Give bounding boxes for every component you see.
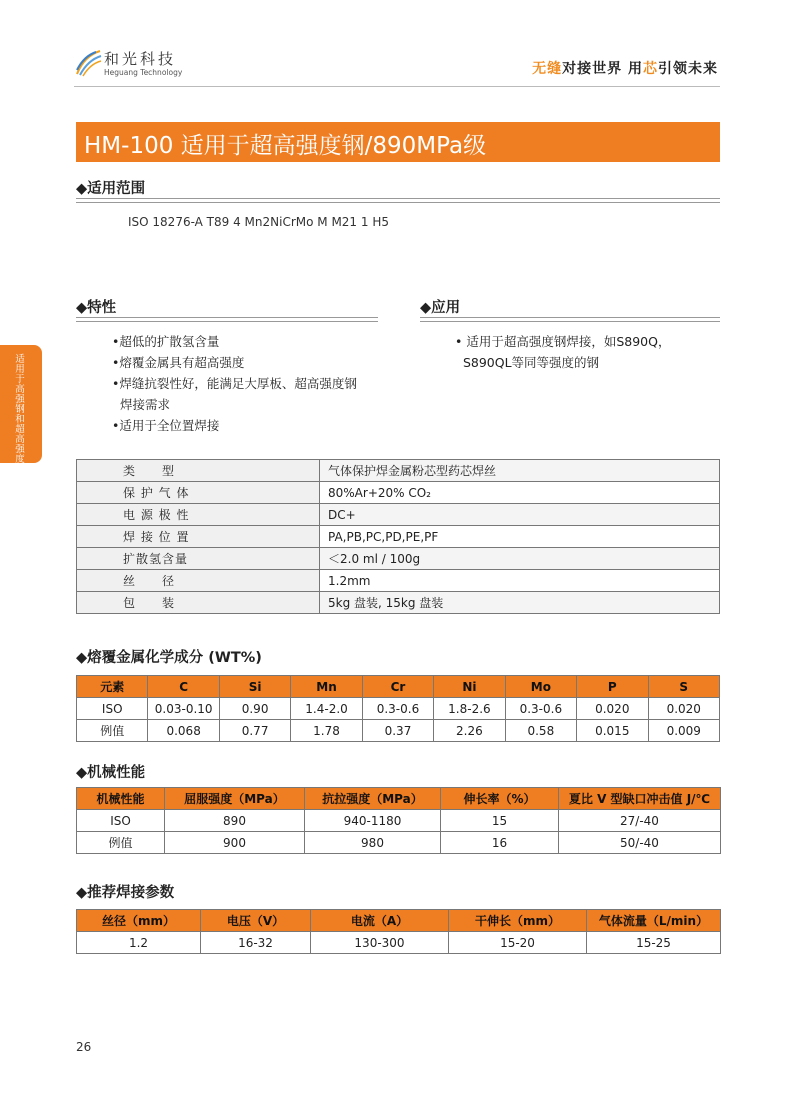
mech-header-cell: 伸长率（%）: [441, 788, 559, 810]
mech-header-cell: 抗拉强度（MPa）: [305, 788, 441, 810]
scope-rule: [76, 198, 720, 203]
mech-row: [77, 832, 721, 854]
weld-cell: 15-25: [587, 932, 721, 954]
mech-cell: 16: [441, 832, 559, 854]
page-number: 26: [76, 1040, 92, 1054]
weld-header-cell: 气体流量（L/min）: [587, 910, 721, 932]
mech-header-cell: 屈服强度（MPa）: [165, 788, 305, 810]
mech-cell: 900: [165, 832, 305, 854]
weld-cell: 15-20: [449, 932, 587, 954]
chem-cell: 0.3-0.6: [362, 698, 433, 720]
property-value: 气体保护焊金属粉芯型药芯焊丝: [320, 460, 720, 482]
weld-row: [77, 932, 721, 954]
property-value: DC+: [320, 504, 720, 526]
chem-cell: 0.015: [577, 720, 648, 742]
slogan-part: 芯: [643, 61, 658, 77]
weld-header-cell: 干伸长（mm）: [449, 910, 587, 932]
chem-row: [77, 698, 720, 720]
mech-cell: 50/-40: [559, 832, 721, 854]
property-key: 包 装: [77, 592, 320, 614]
property-key: 类 型: [77, 460, 320, 482]
weld-cell: 1.2: [77, 932, 201, 954]
logo-mark-icon: [74, 48, 102, 78]
feature-item: •焊缝抗裂性好，能满足大厚板、超高强度钢: [112, 376, 357, 391]
chem-cell: 1.8-2.6: [434, 698, 505, 720]
properties-row: [77, 526, 720, 548]
mech-heading: ◆机械性能: [76, 765, 146, 781]
properties-row: [77, 592, 720, 614]
chem-header-cell: C: [148, 676, 219, 698]
weld-heading: ◆推荐焊接参数: [76, 885, 175, 901]
page-title: HM-100 适用于超高强度钢/890MPa级: [84, 133, 487, 159]
property-value: 5kg 盘装, 15kg 盘装: [320, 592, 720, 614]
property-key: 焊 接 位 置: [77, 526, 320, 548]
weld-header-cell: 电压（V）: [201, 910, 311, 932]
application-heading: ◆应用: [420, 300, 461, 316]
properties-row: [77, 482, 720, 504]
property-value: 80%Ar+20% CO₂: [320, 482, 720, 504]
chem-header-cell: Mo: [505, 676, 576, 698]
chem-header-cell: S: [648, 676, 720, 698]
feature-item: •熔覆金属具有超高强度: [112, 355, 245, 370]
property-value: ＜2.0 ml / 100g: [320, 548, 720, 570]
chem-heading: ◆熔覆金属化学成分 (WT%): [76, 650, 262, 666]
features-heading: ◆特性: [76, 300, 117, 316]
chem-cell: 0.020: [648, 698, 720, 720]
feature-item: •超低的扩散氢含量: [112, 334, 220, 349]
chem-cell: 1.4-2.0: [291, 698, 362, 720]
feature-item: •适用于全位置焊接: [112, 418, 220, 433]
features-list: [112, 331, 357, 436]
chem-cell: 0.020: [577, 698, 648, 720]
chem-cell: 0.068: [148, 720, 219, 742]
application-list: [455, 331, 670, 373]
chem-cell: 0.90: [219, 698, 290, 720]
slogan: [532, 58, 718, 78]
logo-name-cn: 和光科技: [104, 50, 177, 68]
mech-cell: 15: [441, 810, 559, 832]
chem-cell: 0.3-0.6: [505, 698, 576, 720]
scope-text: ISO 18276-A T89 4 Mn2NiCrMo M M21 1 H5: [128, 215, 389, 229]
properties-row: [77, 570, 720, 592]
weld-table: [76, 909, 721, 954]
property-key: 扩散氢含量: [77, 548, 320, 570]
weld-cell: 130-300: [311, 932, 449, 954]
property-key: 电 源 极 性: [77, 504, 320, 526]
property-value: PA,PB,PC,PD,PE,PF: [320, 526, 720, 548]
properties-table: [76, 459, 720, 614]
weld-header-cell: 丝径（mm）: [77, 910, 201, 932]
chem-header-cell: Cr: [362, 676, 433, 698]
chem-row: [77, 720, 720, 742]
mech-cell: 27/-40: [559, 810, 721, 832]
chem-cell: 0.37: [362, 720, 433, 742]
properties-row: [77, 504, 720, 526]
features-rule: [76, 317, 378, 322]
mech-table: [76, 787, 721, 854]
weld-header-cell: 电流（A）: [311, 910, 449, 932]
property-key: 丝 径: [77, 570, 320, 592]
application-rule: [420, 317, 720, 322]
mech-header-cell: 机械性能: [77, 788, 165, 810]
mech-row: [77, 810, 721, 832]
chem-cell: 0.77: [219, 720, 290, 742]
chem-cell: 2.26: [434, 720, 505, 742]
chem-header-cell: 元素: [77, 676, 148, 698]
slogan-part: 无缝: [532, 61, 563, 77]
mech-cell: 980: [305, 832, 441, 854]
mech-cell: 940-1180: [305, 810, 441, 832]
properties-row: [77, 548, 720, 570]
slogan-part: 对接世界 用: [562, 61, 643, 77]
side-tab: [0, 345, 42, 475]
chem-cell: 1.78: [291, 720, 362, 742]
mech-cell: 890: [165, 810, 305, 832]
properties-row: [77, 460, 720, 482]
property-key: 保 护 气 体: [77, 482, 320, 504]
mech-cell: 例值: [77, 832, 165, 854]
mech-cell: ISO: [77, 810, 165, 832]
logo-name-en: Heguang Technology: [104, 68, 183, 77]
chem-header-cell: Ni: [434, 676, 505, 698]
chem-cell: 0.009: [648, 720, 720, 742]
scope-heading: ◆适用范围: [76, 181, 146, 197]
chem-cell: 例值: [77, 720, 148, 742]
chem-header-cell: Si: [219, 676, 290, 698]
chem-cell: ISO: [77, 698, 148, 720]
slogan-part: 引领未来: [658, 61, 718, 77]
weld-cell: 16-32: [201, 932, 311, 954]
feature-item: 焊接需求: [112, 397, 170, 412]
chem-header-cell: P: [577, 676, 648, 698]
chem-table: [76, 675, 720, 742]
side-tab-label: 适用于高强钢和超高强度钢: [15, 354, 25, 475]
header-divider: [74, 86, 720, 87]
title-banner: [76, 122, 720, 162]
chem-header-cell: Mn: [291, 676, 362, 698]
chem-cell: 0.58: [505, 720, 576, 742]
chem-cell: 0.03-0.10: [148, 698, 219, 720]
application-item: • 适用于超高强度钢焊接，如S890Q，: [455, 334, 671, 349]
application-item: S890QL等同等强度的钢: [455, 355, 600, 370]
property-value: 1.2mm: [320, 570, 720, 592]
company-logo: [74, 46, 184, 82]
mech-header-cell: 夏比 V 型缺口冲击值 J/℃: [559, 788, 721, 810]
